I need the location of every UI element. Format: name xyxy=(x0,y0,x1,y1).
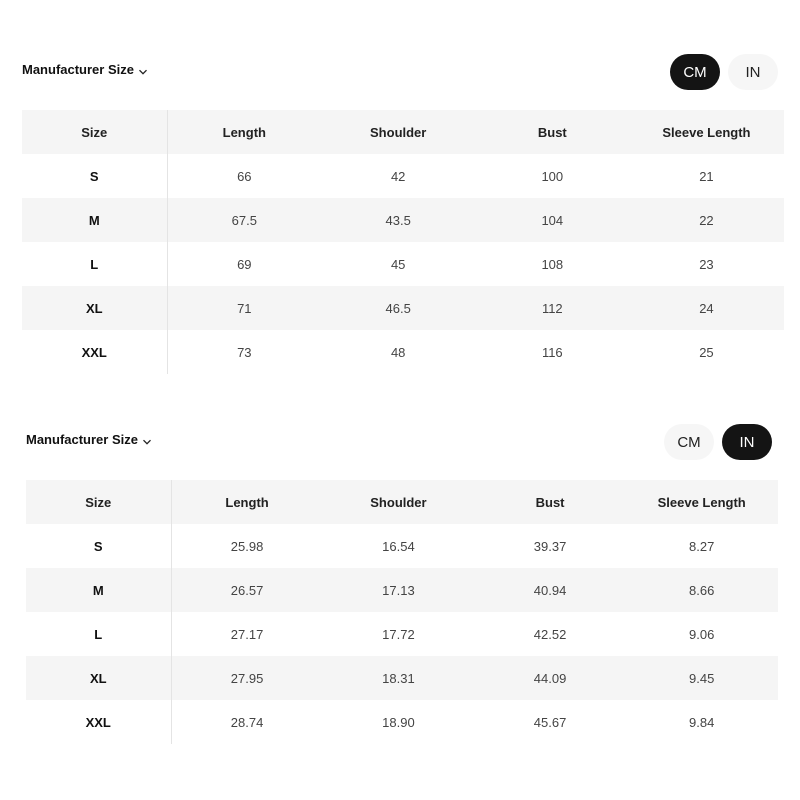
size-cell: M xyxy=(26,568,171,612)
column-header: Size xyxy=(26,480,171,524)
unit-cm-button[interactable]: CM xyxy=(664,424,714,460)
measurement-cell: 45.67 xyxy=(533,714,567,730)
size-cell: XXL xyxy=(22,330,167,374)
measurement-cell: 8.66 xyxy=(689,582,715,598)
measurement-cell: 9.84 xyxy=(689,714,715,730)
manufacturer-size-dropdown[interactable] xyxy=(26,432,152,447)
measurement-cell: 112 xyxy=(541,300,563,316)
measurement-cell: 104 xyxy=(541,212,564,228)
measurement-cell: 48 xyxy=(390,344,406,360)
measurement-cell: 71 xyxy=(237,300,252,316)
size-chart-cm xyxy=(22,54,784,374)
measurement-cell: 46.5 xyxy=(385,300,411,316)
size-cell: M xyxy=(22,198,167,242)
size-cell: L xyxy=(26,612,171,656)
manufacturer-size-label: Manufacturer Size xyxy=(26,432,138,447)
measurement-cell: 24 xyxy=(699,300,714,316)
column-header: Bust xyxy=(537,124,567,140)
measurement-cell: 9.45 xyxy=(689,670,715,686)
measurement-cell: 40.94 xyxy=(533,582,567,598)
table-row xyxy=(26,612,778,656)
size-chart-header xyxy=(22,54,784,90)
unit-in-button[interactable]: IN xyxy=(728,54,778,90)
size-cell: S xyxy=(22,154,167,198)
column-header: Length xyxy=(225,494,269,510)
size-cell: S xyxy=(26,524,171,568)
measurement-cell: 25.98 xyxy=(230,538,264,554)
measurement-cell: 27.95 xyxy=(230,670,264,686)
chevron-down-icon xyxy=(138,65,148,75)
size-cell: XL xyxy=(26,656,171,700)
measurement-cell: 8.27 xyxy=(689,538,715,554)
column-header: Bust xyxy=(535,494,565,510)
column-header: Length xyxy=(222,124,266,140)
measurement-cell: 39.37 xyxy=(533,538,567,554)
size-table xyxy=(22,110,784,374)
column-header: Shoulder xyxy=(370,494,427,510)
size-table xyxy=(26,480,778,744)
measurement-cell: 17.72 xyxy=(382,626,415,642)
measurement-cell: 22 xyxy=(699,212,714,228)
measurement-cell: 9.06 xyxy=(689,626,715,642)
manufacturer-size-dropdown[interactable] xyxy=(22,62,148,77)
column-header: Sleeve Length xyxy=(662,124,751,140)
size-chart-header xyxy=(26,424,778,460)
table-row xyxy=(22,330,784,374)
measurement-cell: 17.13 xyxy=(382,582,415,598)
table-row xyxy=(22,242,784,286)
measurement-cell: 116 xyxy=(541,344,563,360)
column-header: Size xyxy=(22,110,167,154)
table-row xyxy=(22,198,784,242)
measurement-cell: 69 xyxy=(237,256,252,272)
column-header: Sleeve Length xyxy=(657,494,746,510)
measurement-cell: 16.54 xyxy=(382,538,415,554)
unit-in-button[interactable]: IN xyxy=(722,424,772,460)
column-header: Shoulder xyxy=(370,124,427,140)
chevron-down-icon xyxy=(142,435,152,445)
table-row xyxy=(26,568,778,612)
measurement-cell: 28.74 xyxy=(230,714,264,730)
measurement-cell: 27.17 xyxy=(230,626,264,642)
manufacturer-size-label: Manufacturer Size xyxy=(22,62,134,77)
size-chart-in xyxy=(26,424,778,744)
table-row xyxy=(26,524,778,568)
table-row xyxy=(22,154,784,198)
measurement-cell: 25 xyxy=(699,344,714,360)
table-row xyxy=(26,656,778,700)
measurement-cell: 26.57 xyxy=(230,582,264,598)
measurement-cell: 18.31 xyxy=(382,670,415,686)
measurement-cell: 42 xyxy=(390,168,406,184)
measurement-cell: 45 xyxy=(390,256,406,272)
measurement-cell: 67.5 xyxy=(231,212,257,228)
measurement-cell: 43.5 xyxy=(385,212,411,228)
measurement-cell: 42.52 xyxy=(533,626,567,642)
measurement-cell: 18.90 xyxy=(382,714,415,730)
unit-cm-button[interactable]: CM xyxy=(670,54,720,90)
size-cell: XXL xyxy=(26,700,171,744)
unit-toggle xyxy=(664,424,772,460)
measurement-cell: 108 xyxy=(541,256,564,272)
measurement-cell: 44.09 xyxy=(533,670,567,686)
measurement-cell: 100 xyxy=(541,168,564,184)
measurement-cell: 66 xyxy=(237,168,252,184)
table-row xyxy=(26,700,778,744)
size-cell: XL xyxy=(22,286,167,330)
measurement-cell: 73 xyxy=(237,344,252,360)
table-row xyxy=(22,286,784,330)
measurement-cell: 21 xyxy=(699,168,714,184)
size-cell: L xyxy=(22,242,167,286)
table-header-row xyxy=(26,480,778,524)
unit-toggle xyxy=(670,54,778,90)
table-header-row xyxy=(22,110,784,154)
measurement-cell: 23 xyxy=(699,256,714,272)
